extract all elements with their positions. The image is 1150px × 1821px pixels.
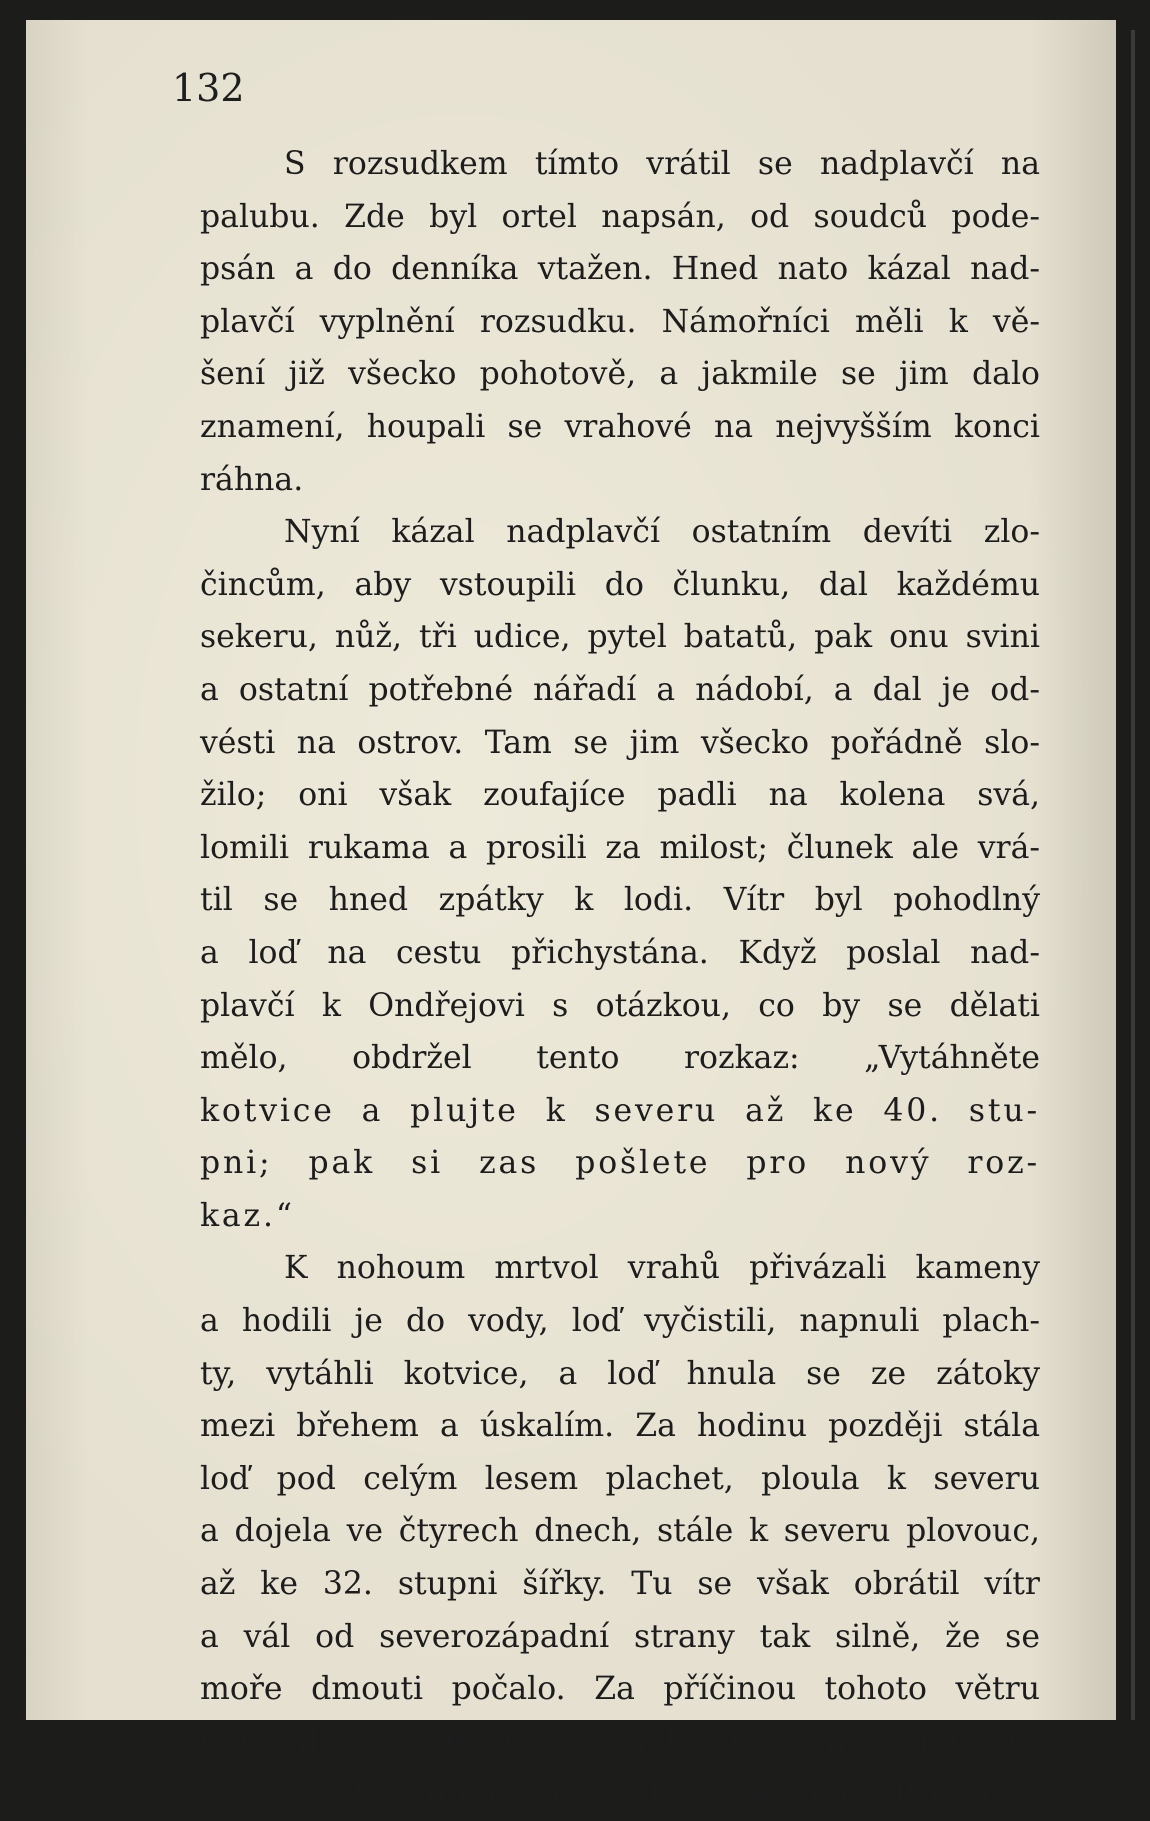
text-line: til se hned zpátky k lodi. Vítr byl pohodlný: [200, 882, 1040, 919]
text-line: mezi břehem a úskalím. Za hodinu později stála: [200, 1408, 1040, 1445]
text-line: lomili rukama a prosili za milost; člunek ale vrá-: [200, 829, 1040, 866]
text-line: vésti na ostrov. Tam se jim všecko pořádně slo-: [200, 724, 1040, 761]
text-line: moře dmouti počalo. Za příčinou tohoto větru: [200, 1671, 1040, 1708]
text-line: a vál od severozápadní strany tak silně, že se: [200, 1618, 1040, 1655]
book-spine-edge: [1131, 30, 1135, 1720]
text-line: až ku 40. stupni, musel býti změněn. Při stále: [200, 1776, 1040, 1813]
text-line-spaced: pni; pak si zas pošlete pro nový roz-: [200, 1145, 1040, 1182]
text-line: K nohoum mrtvol vrahů přivázali kameny: [284, 1250, 1040, 1287]
text-line: a hodili je do vody, loď vyčistili, napnuli plach-: [200, 1303, 1040, 1340]
text-line: plavčí vyplnění rozsudku. Námořníci měli k vě-: [200, 303, 1040, 340]
text-line-spaced: kotvice a plujte k severu až ke 40. stu-: [200, 1092, 1040, 1129]
body-text: [200, 138, 1040, 1821]
text-line: mělo, obdržel tento rozkaz: „Vytáhněte: [200, 1040, 1040, 1077]
text-line: ty, vytáhli kotvice, a loď hnula se ze zátoky: [200, 1355, 1040, 1392]
text-line: palubu. Zde byl ortel napsán, od soudců pode-: [200, 198, 1040, 235]
text-line: a loď na cestu přichystána. Když poslal nad-: [200, 934, 1040, 971]
text-line: S rozsudkem tímto vrátil se nadplavčí na: [284, 146, 1040, 182]
text-line: psán a do denníka vtažen. Hned nato kázal nad-: [200, 251, 1040, 288]
text-line: šení již všecko pohotově, a jakmile se jim dalo: [200, 356, 1040, 393]
text-line-spaced: kaz.“: [200, 1197, 295, 1234]
text-line: znamení, houpali se vrahové na nejvyšším konci: [200, 408, 1040, 445]
text-line: až ke 32. stupni šířky. Tu se však obrátil vítr: [200, 1566, 1040, 1603]
text-line: a ostatní potřebné nářadí a nádobí, a dal je od-: [200, 671, 1040, 708]
text-line: nemohli výše plouti, a Ondřejův záměr, doplouti: [200, 1723, 1040, 1760]
text-line: sekeru, nůž, tři udice, pytel batatů, pak onu svini: [200, 619, 1040, 656]
text-line: čincům, aby vstoupili do člunku, dal každému: [200, 566, 1040, 603]
text-line: Nyní kázal nadplavčí ostatním devíti zlo-: [284, 514, 1040, 551]
text-line: plavčí k Ondřejovi s otázkou, co by se dělati: [200, 987, 1040, 1024]
page-number: 132: [172, 66, 245, 110]
text-line: loď pod celým lesem plachet, ploula k severu: [200, 1460, 1040, 1497]
text-line: a dojela ve čtyrech dnech, stále k severu plovouc,: [200, 1513, 1040, 1550]
text-line: ráhna.: [200, 461, 304, 498]
text-line: žilo; oni však zoufajíce padli na kolena svá,: [200, 777, 1040, 814]
